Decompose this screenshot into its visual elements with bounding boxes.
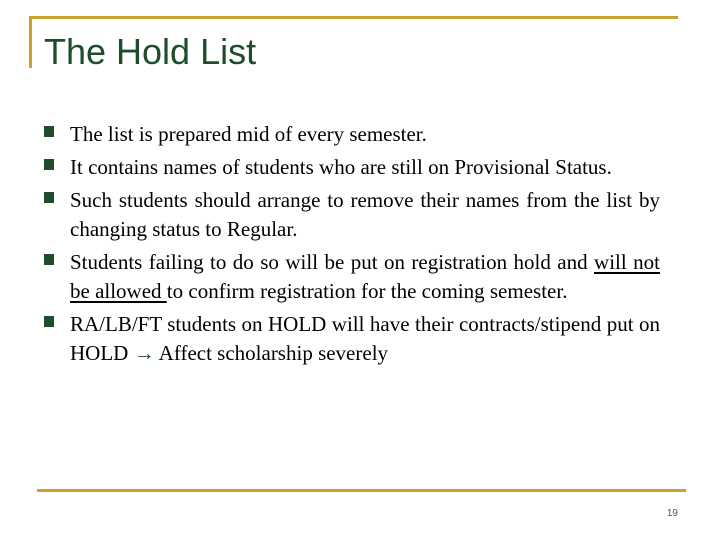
left-rule — [29, 16, 32, 68]
page-number: 19 — [666, 508, 678, 519]
bullet-item — [44, 186, 660, 244]
bullet-text-start: RA/LB/FT students on HOLD will have their contracts/stipend put on HOLD — [70, 312, 660, 365]
bullet-item — [44, 153, 660, 182]
bottom-rule — [37, 489, 686, 492]
square-bullet-icon — [44, 316, 54, 327]
bullet-text: It contains names of students who are still on Provisional Status. — [70, 155, 612, 179]
bullet-text: The list is prepared mid of every semester. — [70, 122, 427, 146]
slide-title: The Hold List — [44, 31, 257, 72]
square-bullet-icon — [44, 126, 54, 137]
square-bullet-icon — [44, 192, 54, 203]
bullet-item — [44, 248, 660, 306]
bullet-text-start: Students failing to do so will be put on registration hold and — [70, 250, 595, 274]
bullet-item — [44, 120, 660, 149]
bullet-item — [44, 310, 660, 368]
square-bullet-icon — [44, 159, 54, 170]
top-rule — [29, 16, 678, 19]
bullet-text: Such students should arrange to remove their names from the list by changing status to Regular. — [70, 188, 660, 241]
bullet-text-end: Affect scholarship severely — [154, 341, 389, 365]
arrow-right-icon: → — [133, 341, 155, 365]
underlined-phrase: will not be allowed — [70, 250, 660, 303]
bullet-list — [44, 120, 660, 372]
bullet-text-end: to confirm registration for the coming semester. — [166, 279, 568, 303]
square-bullet-icon — [44, 254, 54, 265]
